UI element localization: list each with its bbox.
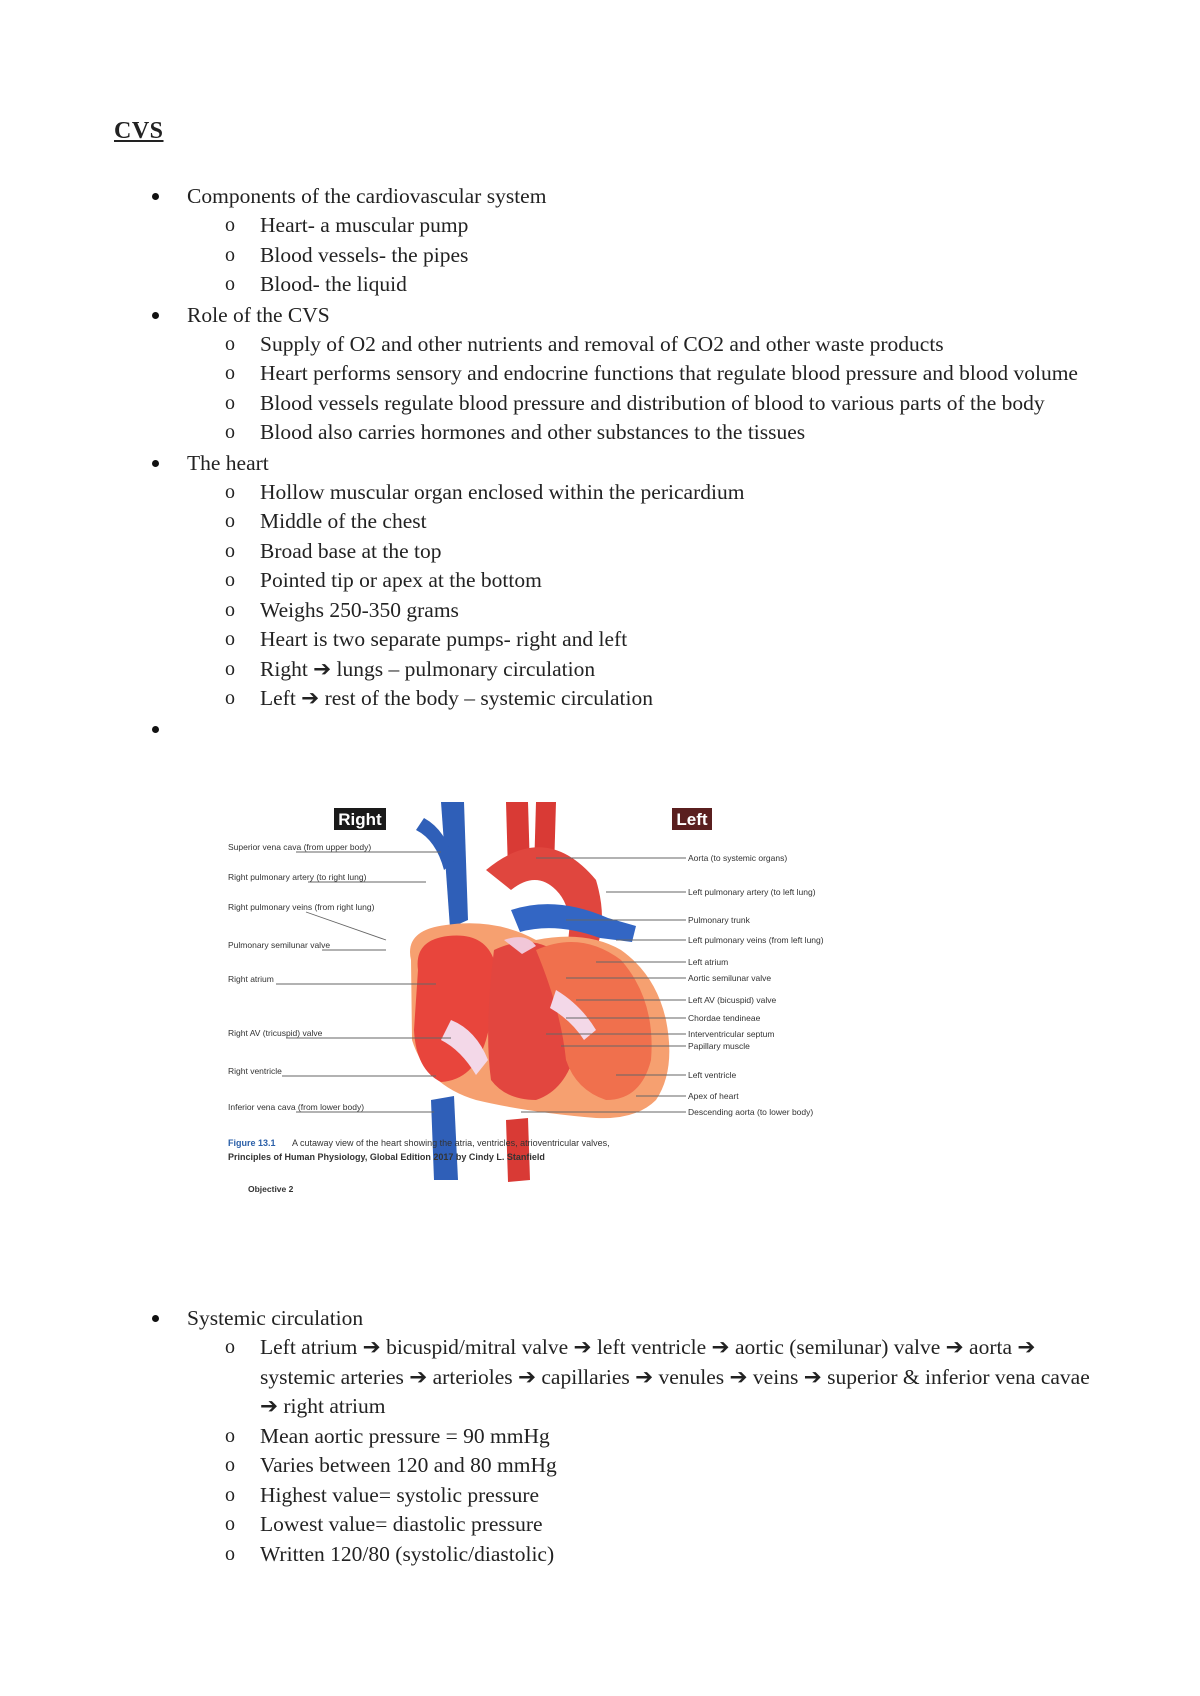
- label-right-pulmonary-veins: Right pulmonary veins (from right lung): [228, 902, 375, 912]
- sub-item: o Heart is two separate pumps- right and left: [225, 627, 628, 651]
- notes-list-top: [0, 181, 1200, 744]
- label-left-pulmonary-veins: Left pulmonary veins (from left lung): [688, 935, 824, 945]
- label-chordae-tendineae: Chordae tendineae: [688, 1013, 761, 1023]
- label-right-atrium: Right atrium: [228, 974, 274, 984]
- page-title: CVS: [114, 118, 164, 144]
- caption-figure-number: Figure 13.1: [228, 1138, 276, 1148]
- label-left-atrium: Left atrium: [688, 957, 729, 967]
- sub-list: [187, 1333, 1200, 1569]
- sub-item: o Pointed tip or apex at the bottom: [225, 568, 542, 592]
- bullet-role: [0, 300, 1200, 448]
- figure-caption: [228, 1138, 610, 1194]
- sub-list: [187, 478, 1200, 714]
- label-aorta: Aorta (to systemic organs): [688, 853, 788, 863]
- label-papillary-muscle: Papillary muscle: [688, 1041, 750, 1051]
- bullet-heading: Systemic circulation: [187, 1306, 364, 1330]
- objective-label: Objective 2: [248, 1184, 294, 1194]
- sub-item: o Heart- a muscular pump: [225, 213, 469, 237]
- sub-item: o Broad base at the top: [225, 538, 442, 563]
- label-right-ventricle: Right ventricle: [228, 1066, 282, 1076]
- bullet-dot: [152, 726, 159, 733]
- sub-item: o Heart performs sensory and endocrine functions that regulate blood pressure and blood volume: [225, 361, 1078, 385]
- notes-list-bottom: [0, 1303, 1200, 1569]
- sub-item: o Middle of the chest: [225, 509, 427, 533]
- bullet-heading: The heart: [187, 450, 269, 475]
- bullet-heading: Role of the CVS: [187, 302, 330, 327]
- label-inferior-vena-cava: Inferior vena cava (from lower body): [228, 1102, 365, 1112]
- sub-item: o Mean aortic pressure = 90 mmHg: [225, 1423, 550, 1448]
- caption-text: A cutaway view of the heart showing the atria, ventricles, atrioventricular valves,: [292, 1138, 610, 1148]
- bullet-components: [0, 181, 1200, 300]
- label-superior-vena-cava: Superior vena cava (from upper body): [228, 842, 372, 852]
- label-interventricular-septum: Interventricular septum: [688, 1029, 775, 1039]
- label-left-pulmonary-artery: Left pulmonary artery (to left lung): [688, 887, 816, 897]
- sub-item: o Blood- the liquid: [225, 272, 407, 296]
- label-aortic-semilunar-valve: Aortic semilunar valve: [688, 973, 772, 983]
- sub-item: o Weighs 250-350 grams: [225, 597, 459, 622]
- label-descending-aorta: Descending aorta (to lower body): [688, 1107, 814, 1117]
- sub-item: o Hollow muscular organ enclosed within the pericardium: [225, 479, 745, 504]
- label-pulmonary-trunk: Pulmonary trunk: [688, 915, 750, 925]
- bullet-figure: [0, 714, 1200, 744]
- bullet-dot: [152, 460, 159, 467]
- sub-item: o Blood vessels- the pipes: [225, 242, 469, 267]
- bullet-dot: [152, 193, 159, 200]
- right-tag: Right: [338, 810, 382, 829]
- sub-item: o Highest value= systolic pressure: [225, 1482, 540, 1507]
- descending-aorta-shape: [506, 1118, 530, 1182]
- label-left-av-valve: Left AV (bicuspid) valve: [688, 995, 777, 1005]
- labels-left: [228, 842, 375, 1112]
- label-left-ventricle: Left ventricle: [688, 1070, 737, 1080]
- heart-diagram: [228, 800, 856, 1230]
- sub-item: o Right ➔ lungs – pulmonary circulation: [225, 656, 596, 681]
- bullet-systemic: [0, 1303, 1200, 1569]
- sub-item: o Lowest value= diastolic pressure: [225, 1512, 543, 1536]
- bullet-heading: Components of the cardiovascular system: [187, 184, 547, 208]
- caption-source: Principles of Human Physiology, Global Edition 2017 by Cindy L. Stanfield: [228, 1152, 545, 1162]
- bullet-heart: [0, 448, 1200, 714]
- bullet-dot: [152, 312, 159, 319]
- sub-item: o Supply of O2 and other nutrients and removal of CO2 and other waste products: [225, 331, 944, 356]
- label-right-pulmonary-artery: Right pulmonary artery (to right lung): [228, 872, 367, 882]
- label-apex: Apex of heart: [688, 1091, 739, 1101]
- sub-item: o Written 120/80 (systolic/diastolic): [225, 1541, 555, 1566]
- sub-item: o Varies between 120 and 80 mmHg: [225, 1453, 557, 1477]
- label-right-av-valve: Right AV (tricuspid) valve: [228, 1028, 323, 1038]
- sub-item: o Left ➔ rest of the body – systemic circulation: [225, 686, 653, 710]
- left-tag: Left: [676, 810, 708, 829]
- label-pulmonary-semilunar-valve: Pulmonary semilunar valve: [228, 940, 331, 950]
- sub-item: o Blood vessels regulate blood pressure and distribution of blood to various parts of the body: [225, 390, 1045, 415]
- sub-list: [187, 330, 1200, 448]
- sub-list: [187, 211, 1200, 300]
- labels-right: [688, 853, 824, 1117]
- sub-item: o Blood also carries hormones and other substances to the tissues: [225, 420, 806, 444]
- bullet-dot: [152, 1315, 159, 1322]
- sub-item: o Left atrium ➔ bicuspid/mitral valve ➔ left ventricle ➔ aortic (semilunar) valve ➔ aorta ➔ systemic arteries ➔ arterioles ➔ capillaries ➔ venules ➔ veins ➔ superior & inferior vena cavae ➔ right atrium: [225, 1335, 1090, 1418]
